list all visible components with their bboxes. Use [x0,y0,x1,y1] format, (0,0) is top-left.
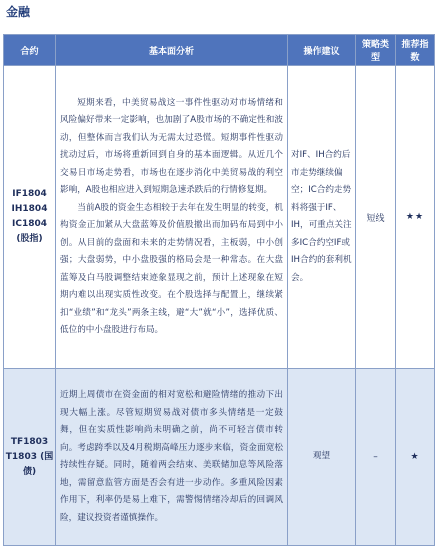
advice-cell: 观望 [288,369,356,546]
header-analysis: 基本面分析 [56,35,288,66]
advice-cell: 对IF、IH合约后市走势继续偏空；IC合约走势料将强于IF、IH，可重点关注多IC合约空IF或IH合约的套利机会。 [288,66,356,369]
strategy-cell: – [356,369,396,546]
analysis-paragraph: 当前A股的资金生态相较于去年在发生明显的转变，机构资金正加紧从大盘蓝筹及价值股撤出而加码布局到中小创。从目前的盘面和未来的走势情况看，主板弱，中小创强；大盘弱势，中小盘股强的格局会是一种常态。在大盘蓝筹及白马股调整结束迹象显现之前，预计上述现象在短期内难以出现实质性改变。在个股选择与配置上，继续紧扣“业绩”和“龙头”两条主线，避“大”就“小”，选择优质、低位的中小盘股进行布局。 [60,202,283,335]
analysis-cell [56,66,288,369]
analysis-paragraph: 短期来看，中美贸易战这一事件性驱动对市场情绪和风险偏好带来一定影响，也加剧了A股市场的不确定性和波动，但整体而言我们认为无需太过恐慌。短期事件性驱动扰动过后，市场将重新回到自身的基本面逻辑。从近几个交易日市场走势看，市场也在逐步消化中美贸易战的利空影响，A股也相应进入到短期急速杀跌后的行情修复期。 [60,97,283,195]
contract-cell: TF1803 T1803 (国债) [4,369,56,546]
header-contract: 合约 [4,35,56,66]
rating-stars: ★ [410,452,420,462]
analysis-paragraph: 近期上周债市在资金面的相对宽松和避险情绪的推动下出现大幅上涨。尽管短期贸易战对债市多头情绪是一定鼓舞，但在实质性影响尚未明确之前，尚不可轻言债市转向。考虑跨季以及4月税期高峰压力逐步来临，资金面宽松持续性存疑。同时，随着两会结束、美联储加息等风险落地，需留意监管方面是否会有进一步动作。多重风险因素作用下，利率仍是易上难下，需警惕情绪冷却后的回调风险，建议投资者谨慎操作。 [60,390,283,523]
rating-cell [396,369,435,546]
table-row-treasury-bond [4,369,435,546]
header-strategy: 策略类型 [356,35,396,66]
section-title: 金融 [6,5,31,19]
table-header [4,35,435,66]
rating-cell [396,66,435,369]
header-rating: 推荐指数 [396,35,435,66]
header-advice: 操作建议 [288,35,356,66]
rating-stars: ★★ [405,212,425,222]
table-row-stock-index [4,66,435,369]
futures-analysis-table [3,34,435,546]
analysis-cell [56,369,288,546]
strategy-cell: 短线 [356,66,396,369]
contract-cell: IF1804 IH1804 IC1804 (股指) [4,66,56,369]
